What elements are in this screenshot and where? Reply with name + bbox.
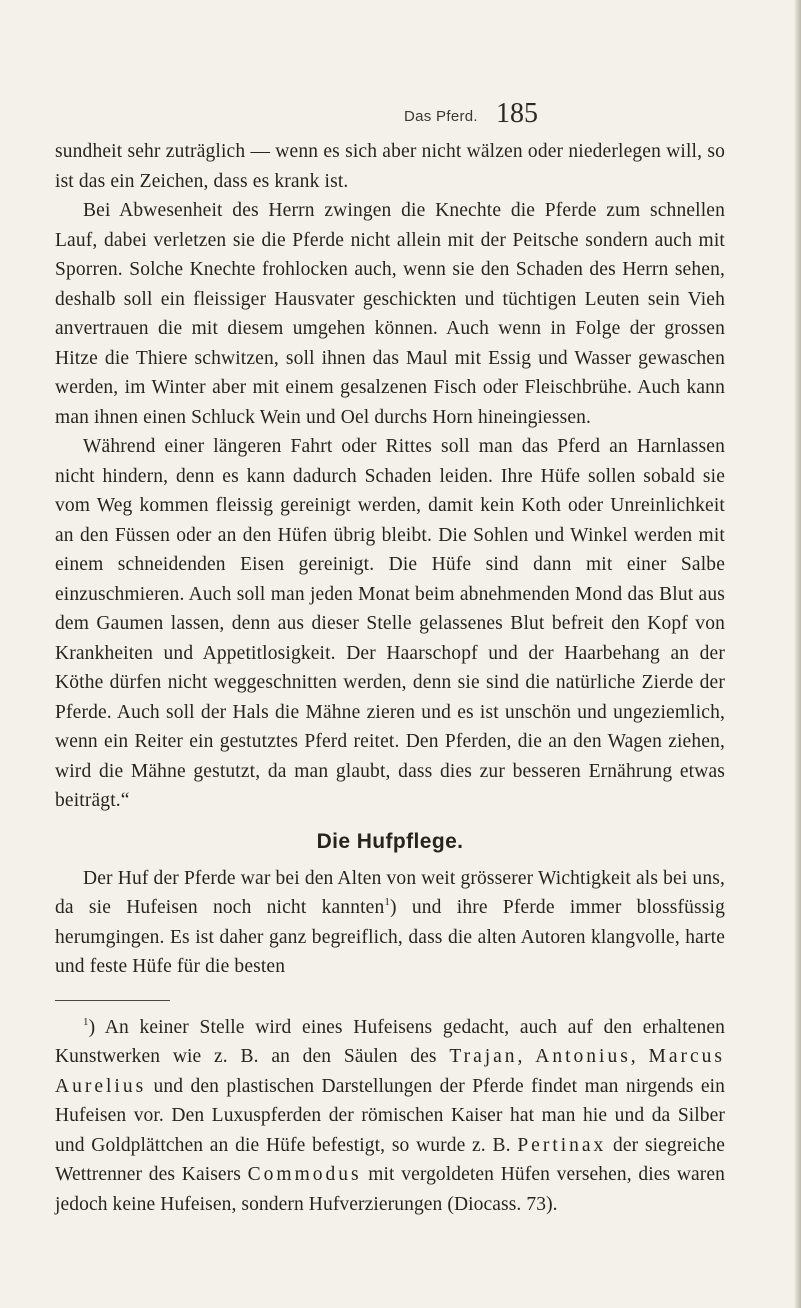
- footnote-reference: 1: [384, 896, 391, 908]
- footnote-text-6: mit vergoldeten Hüfen versehen, dies waren jedoch keine Hufeisen, sondern Hufverzierungen (Diocass. 73).: [55, 1164, 725, 1215]
- page-number: 185: [496, 98, 538, 129]
- footnote-text-5: der siegreiche Wettrenner des Kaisers: [55, 1134, 726, 1185]
- footnote-text-2: ,: [517, 1046, 536, 1067]
- paragraph-4-text-b: ) und ihre Pferde immer blossfüssig herumgingen. Es ist daher ganz begreiflich, dass die alten Autoren klangvolle, harte und feste Hüfe für die besten: [55, 897, 725, 977]
- footnote-mark: 1: [83, 1015, 89, 1028]
- paragraph-2: Bei Abwesenheit des Herrn zwingen die Knechte die Pferde zum schnellen Lauf, dabei verletzen sie die Pferde nicht allein mit der Peitsche sondern auch mit Sporren. Solche Knechte frohlocken auch, wenn sie den Schaden des Herrn sehen, deshalb soll ein fleissiger Hausvater geschickten und tüchtigen Leuten sein Vieh anvertrauen die mit diesem umgehen können. Auch wenn in Folge der grossen Hitze die Thiere schwitzen, soll ihnen das Maul mit Essig und Wasser gewaschen werden, im Winter aber mit einem gesalzenen Fisch oder Fleischbrühe. Auch kann man ihnen einen Schluck Wein und Oel durchs Horn hineingiessen.: [55, 200, 725, 428]
- footnote-text-3: ,: [630, 1046, 649, 1067]
- paragraph-1: sundheit sehr zuträglich — wenn es sich aber nicht wälzen oder niederlegen will, so ist das ein Zeichen, dass es krank ist.: [55, 141, 725, 192]
- paragraph-4: [55, 864, 725, 982]
- footnote-divider: [55, 1000, 170, 1001]
- footnote-name-pertinax: Pertinax: [517, 1134, 607, 1156]
- footnote-text-1: ) An keiner Stelle wird eines Hufeisens gedacht, auch auf den erhaltenen Kunstwerken wie z. B. an den Säulen des: [55, 1016, 725, 1067]
- page-header: [0, 98, 801, 136]
- running-head: Das Pferd.: [404, 108, 478, 125]
- page-edge-shadow: [794, 0, 801, 1308]
- section-heading: Die Hufpflege.: [316, 829, 464, 853]
- body-text: [55, 137, 725, 1219]
- footnote-name-trajan: Trajan: [449, 1046, 518, 1067]
- footnote: [55, 1013, 725, 1220]
- footnote-name-antonius: Antonius: [535, 1046, 631, 1067]
- paragraph-3: Während einer längeren Fahrt oder Rittes soll man das Pferd an Harnlassen nicht hindern, denn es kann dadurch Schaden leiden. Ihre Hüfe sollen sobald sie vom Weg kommen fleissig gereinigt werden, damit kein Koth oder Unreinlichkeit an den Füssen oder an den Hüfen übrig bleibt. Die Sohlen und Winkel werden mit einem schneidenden Eisen gereinigt. Die Hüfe sind dann mit einer Salbe einzuschmieren. Auch soll man jeden Monat beim abnehmenden Mond das Blut aus dem Gaumen lassen, denn aus dieser Stelle gelassenes Blut befreit den Kopf von Krankheiten und Appetitlosigkeit. Der Haarschopf und der Haarbehang an der Köthe dürfen nicht weggeschnitten werden, denn sie sind die natürliche Zierde der Pferde. Auch soll der Hals die Mähne zieren und es ist unschön und ungeziemlich, wenn ein Reiter ein gestutztes Pferd reitet. Den Pferden, die an den Wagen ziehen, wird die Mähne gestutzt, da man glaubt, dass dies zur besseren Ernährung etwas beiträgt.“: [55, 436, 725, 811]
- footnote-text-4: und den plastischen Darstellungen der Pferde findet man nirgends ein Hufeisen vor. Den Luxuspferden der römischen Kaiser hat man hie und da Silber und Goldplättchen an die Hüfe befestigt, so wurde z. B.: [55, 1075, 725, 1156]
- paragraph-4-text-a: Der Huf der Pferde war bei den Alten von weit grösserer Wichtigkeit als bei uns, da sie Hufeisen noch nicht kannten: [55, 867, 725, 918]
- footnote-name-commodus: Commodus: [247, 1164, 362, 1185]
- footnote-name-marcus-aurelius: Marcus Aurelius: [55, 1046, 726, 1097]
